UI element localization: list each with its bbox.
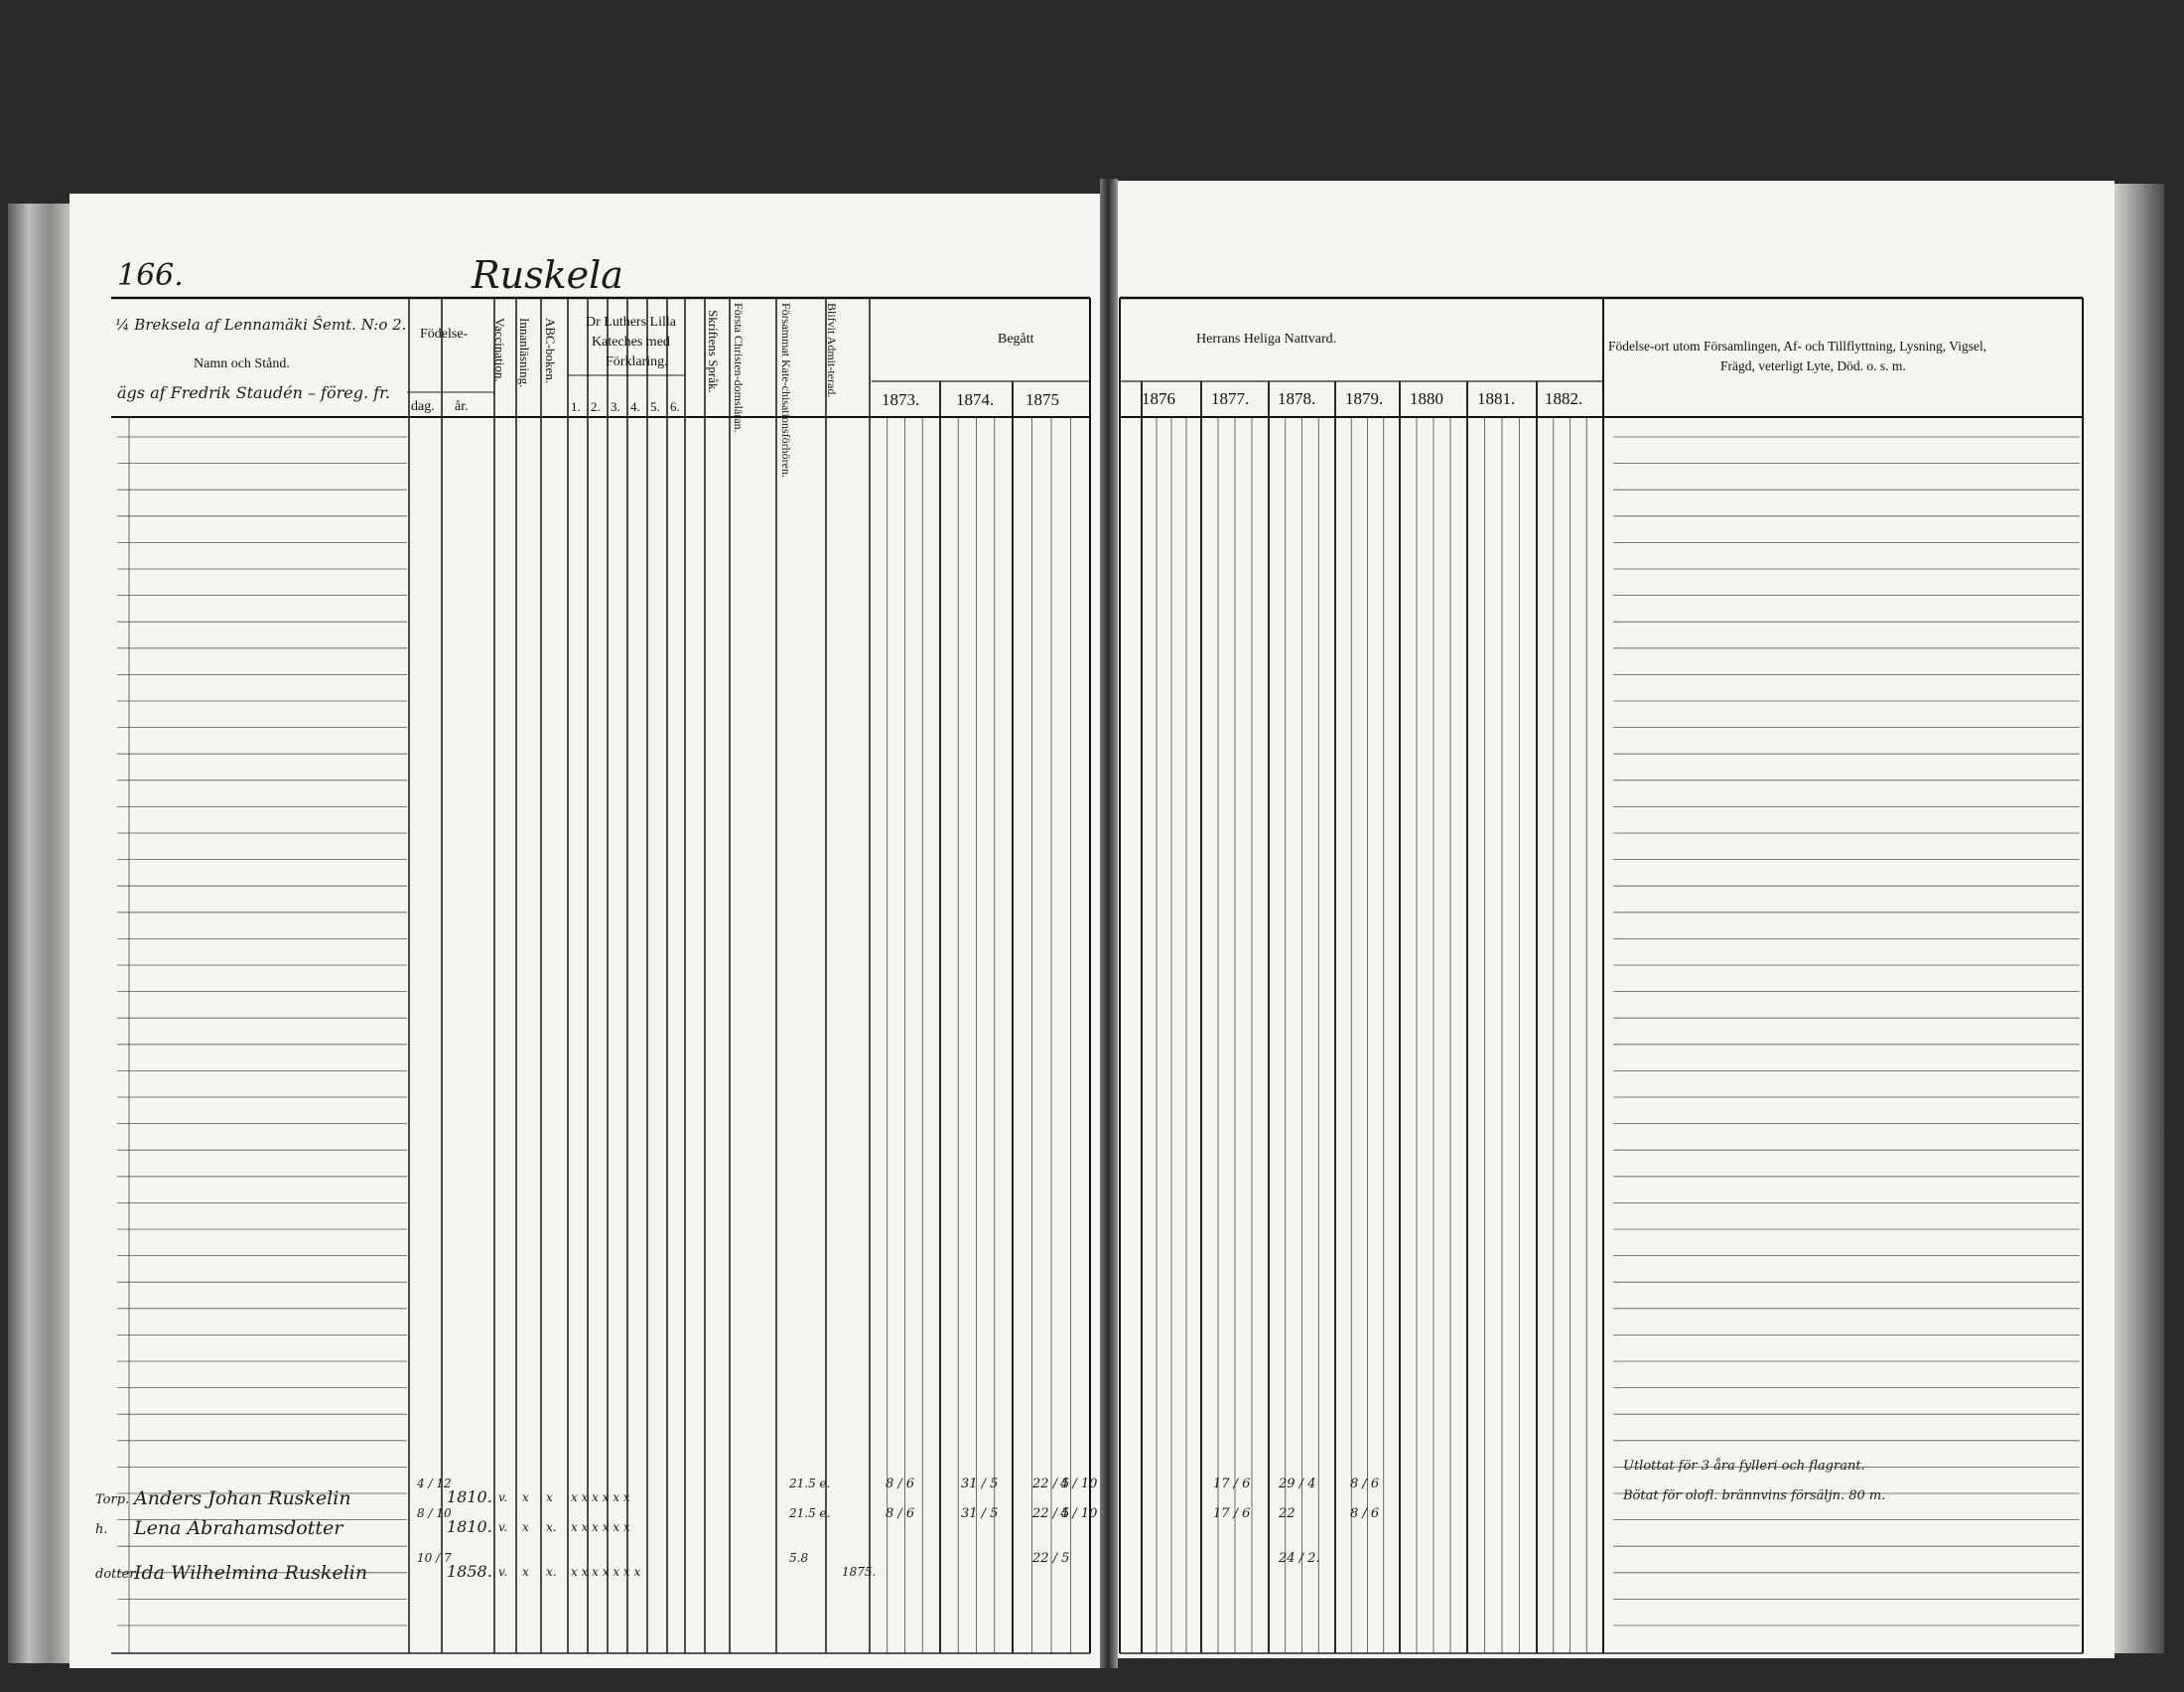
catechism-part-5: 5. xyxy=(650,399,660,414)
person-remark: Utlottat för 3 åra fylleri och flagrant. xyxy=(1623,1459,1865,1474)
person-remark: Bötat för olofl. brännvins försäljn. 80 m. xyxy=(1623,1488,1886,1503)
person-birth-day: 8 / 10 xyxy=(417,1506,452,1520)
farm-heading-line1: ¼ Breksela af Lennamäki Ŝemt. N:o 2. xyxy=(115,316,407,334)
person-catechetical-marks: 21.5 e. xyxy=(789,1506,831,1520)
person-communion-1878: 24 / 2. xyxy=(1279,1551,1320,1566)
remarks-header-line2: Frägd, veterligt Lyte, Död. o. s. m. xyxy=(1720,358,1906,373)
communion-year-1879: 1879. xyxy=(1345,389,1384,408)
catechism-header-line3: Förklaring. xyxy=(606,354,668,369)
scripture-header: Skriftens Språk. xyxy=(706,310,721,393)
name-column-header: Namn och Stånd. xyxy=(194,356,290,371)
catechism-part-3: 3. xyxy=(611,399,620,414)
page-number: 166. xyxy=(117,258,184,293)
communion-year-1881: 1881. xyxy=(1477,389,1516,408)
person-name: Anders Johan Ruskelin xyxy=(134,1487,351,1509)
person-communion-1879: 8 / 6 xyxy=(1350,1477,1380,1491)
remarks-header-line1: Födelse-ort utom Församlingen, Af- och Tillflyttning, Lysning, Vigsel, xyxy=(1608,339,1987,353)
person-communion-1875: 22 / 5 xyxy=(1032,1477,1070,1491)
person-communion-1878: 22 xyxy=(1279,1506,1296,1521)
person-birth-day: 4 / 12 xyxy=(417,1477,452,1490)
communion-header-right: Herrans Heliga Nattvard. xyxy=(1196,332,1337,347)
catechism-header-line2: Kateches med xyxy=(592,335,670,350)
communion-header-left: Begått xyxy=(998,332,1034,347)
catechetical-header: Försammat Kate-chisationsförhören. xyxy=(779,303,793,478)
catechism-part-6: 6. xyxy=(670,399,680,414)
communion-year-1875: 1875 xyxy=(1025,390,1059,409)
person-catechism-marks: x x x x x x xyxy=(571,1520,630,1534)
person-communion-1874: 31 / 5 xyxy=(961,1477,999,1491)
communion-year-1874: 1874. xyxy=(956,390,995,409)
person-communion-1875-second: 4 / 10 xyxy=(1060,1477,1098,1491)
person-birth-year: 1810. xyxy=(447,1517,492,1536)
communion-year-1878: 1878. xyxy=(1278,389,1316,408)
person-communion-1877: 17 / 6 xyxy=(1213,1477,1251,1491)
person-abc: x xyxy=(546,1490,553,1504)
catechism-part-2: 2. xyxy=(591,399,601,414)
person-reading: x xyxy=(522,1520,529,1534)
communion-year-1882: 1882. xyxy=(1545,389,1583,408)
catechism-header-line1: Dr Luthers Lilla xyxy=(586,315,676,330)
person-communion-1873: 8 / 6 xyxy=(886,1506,915,1521)
person-catechetical-marks: 21.5 e. xyxy=(789,1477,831,1490)
person-name: Ida Wilhelmina Ruskelin xyxy=(134,1562,368,1584)
communion-year-1877: 1877. xyxy=(1211,389,1250,408)
person-reading: x xyxy=(522,1565,529,1579)
person-catechism-marks: x x x x x x xyxy=(571,1490,630,1504)
person-vaccination: v. xyxy=(498,1565,508,1579)
birth-day-header: dag. xyxy=(411,399,435,414)
catechism-part-1: 1. xyxy=(571,399,581,414)
person-communion-1878: 29 / 4 xyxy=(1279,1477,1316,1491)
person-reading: x xyxy=(522,1490,529,1504)
person-catechism-marks: x x x x x x x xyxy=(571,1565,641,1579)
person-relation: Torp. xyxy=(95,1492,130,1507)
person-abc: x. xyxy=(546,1565,557,1579)
admitted-header: Blifvit Admit-terad. xyxy=(825,303,839,398)
catechism-part-4: 4. xyxy=(630,399,640,414)
person-admitted-year: 1875. xyxy=(842,1565,877,1579)
birth-header: Födelse- xyxy=(420,327,469,342)
person-birth-day: 10 / 7 xyxy=(417,1551,452,1565)
person-communion-1874: 31 / 5 xyxy=(961,1506,999,1521)
person-birth-year: 1858. xyxy=(447,1562,492,1581)
communion-year-1873: 1873. xyxy=(882,390,920,409)
vaccination-header: Vaccination. xyxy=(492,318,507,382)
person-vaccination: v. xyxy=(498,1490,508,1504)
person-communion-1875: 22 / 5 xyxy=(1032,1551,1070,1566)
person-communion-1873: 8 / 6 xyxy=(886,1477,915,1491)
person-abc: x. xyxy=(546,1520,557,1534)
person-relation: h. xyxy=(95,1522,108,1537)
person-communion-1879: 8 / 6 xyxy=(1350,1506,1380,1521)
birth-year-header: år. xyxy=(455,399,469,414)
farm-heading-line2: ägs af Fredrik Staudén – föreg. fr. xyxy=(117,383,391,402)
communion-year-1880: 1880 xyxy=(1410,389,1443,408)
abc-header: ABC-boken. xyxy=(543,318,558,384)
person-birth-year: 1810. xyxy=(447,1487,492,1506)
person-name: Lena Abrahamsdotter xyxy=(134,1517,343,1539)
person-vaccination: v. xyxy=(498,1520,508,1534)
person-relation: dotter xyxy=(95,1567,136,1582)
reading-header: Innanläsning. xyxy=(517,318,532,388)
communion-year-1876: 1876 xyxy=(1142,389,1175,408)
person-communion-1875-second: 4 / 10 xyxy=(1060,1506,1098,1521)
village-name: Ruskela xyxy=(472,253,623,297)
christianity-header: Första Christen-domsläran. xyxy=(732,303,746,433)
person-communion-1877: 17 / 6 xyxy=(1213,1506,1251,1521)
person-communion-1875: 22 / 5 xyxy=(1032,1506,1070,1521)
person-catechetical-marks: 5.8 xyxy=(789,1551,809,1565)
